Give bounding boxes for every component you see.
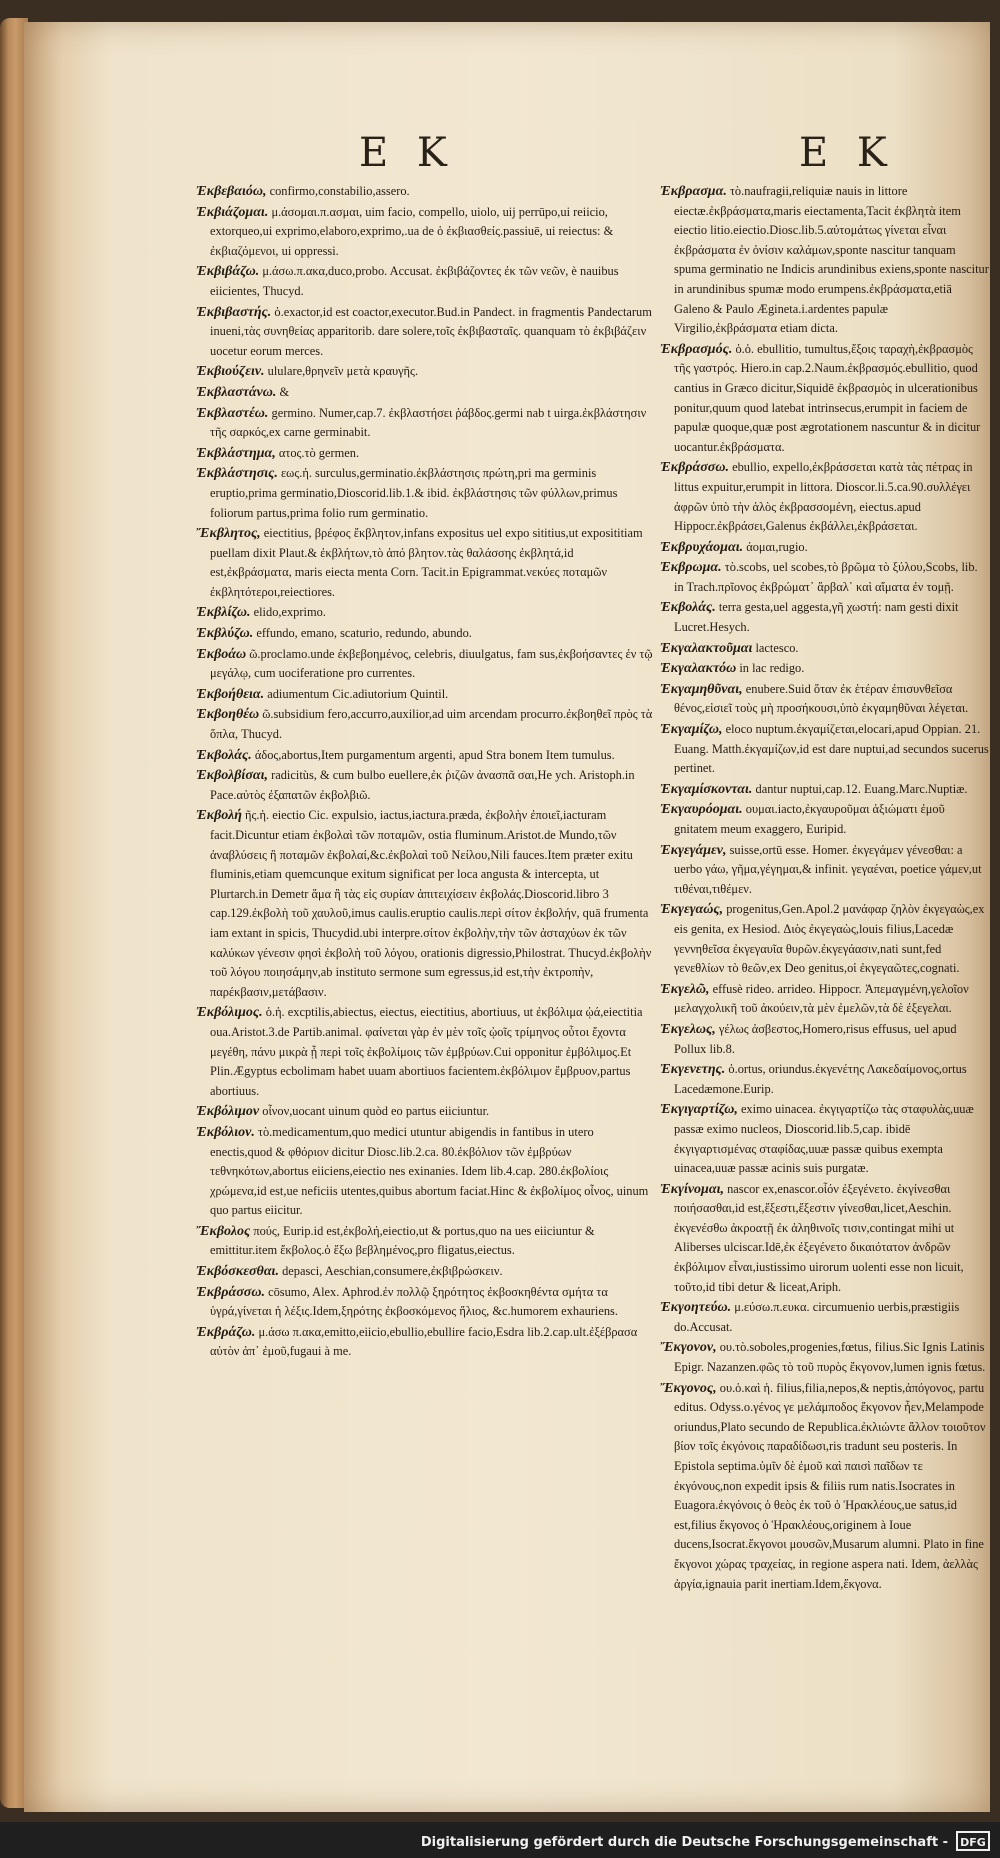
entry-text: μ.άσω.π.ακα,duco,probo. Accusat. ἐκβιβάζοντες ἐκ τῶν νεῶν, è nauibus eiicientes, Thucyd. (210, 264, 619, 298)
entry-text: radicitùs, & cum bulbo euellere,ἐκ ῥιζῶν ἀνασπᾶ σαι,He ych. Aristoph.in Pace.αὐτὸς ἐξαπατῶν ἐκβολβιῶ. (210, 768, 635, 802)
entry-lemma: Ἐκγαυρόομαι. (660, 802, 743, 818)
dictionary-entry (660, 598, 990, 637)
entry-lemma: Ἐκβιούζειν. (196, 364, 265, 380)
entry-lemma: Ἔκβολος (196, 1223, 251, 1239)
entry-text: εως.ἡ. surculus,germinatio.ἐκβλάστησις πρώτη,pri ma germinis eruptio,prima germinatio,Dioscorid.lib.1.& ibid. ἐκβλάστησις τῶν φύλλων,primus foliorum partus,prima folio rum germinatio. (210, 466, 618, 520)
entry-lemma: Ἐκβράσσω. (660, 460, 729, 476)
dfg-logo: DFG (956, 1831, 990, 1851)
dictionary-entry (196, 383, 654, 403)
dictionary-entry (196, 1283, 654, 1322)
entry-text: μ.εύσω.π.ευκα. circumuenio uerbis,præstigiis do.Accusat. (674, 1300, 960, 1334)
entry-lemma: Ἐκγαλακτόω (660, 661, 737, 677)
entry-text: μ.άσω π.ακα,emitto,eiicio,ebullio,ebullire facio,Esdra lib.2.cap.ult.ἐξέβρασα αὐτὸν ἀπ᾽ ἐμοῦ,fugaui à me. (210, 1324, 638, 1359)
dictionary-entry (660, 639, 990, 659)
entry-text: ὁ.ὁ. ebullitio, tumultus,ἔξοις ταραχὴ,ἐκβρασμὸς τῆς γαστρός. Hiero.in cap.2.Naum.ἐκβρασμός.ebullitio, quod cantius in Græco dicitur,Siquidē ἐκβρασμὸς in ulcerationibus ponitur,quum quod latebat intrinsecus,erumpit in faciem de papulæ quoque,quæ post ægrotationem nascuntur & in dicitur uocantur.ἐκβράσματα. (674, 341, 981, 454)
dictionary-entry (660, 1338, 990, 1377)
entry-lemma: Ἐκβολβίσαι, (196, 768, 268, 784)
entry-text: eximo uinacea. ἐκγιγαρτίζω τὰς σταφυλὰς,uuæ passæ eximo nucleos, Dioscorid.lib.5,cap. ibidē ἐκγιγαρτισμένας σταφίδας,uuæ passæ quibus exempta uinacea,uuæ passæ acinis suis purgatæ. (674, 1102, 974, 1176)
entry-lemma: Ἐκγαμίσκονται. (660, 781, 753, 797)
entry-text: germino. Numer,cap.7. ἐκβλαστήσει ῥάβδος.germi nab t uirga.ἐκβλάστησιν τῆς σαρκός,ex carne germinabit. (210, 405, 647, 440)
entry-text: ῶ.proclamo.unde ἐκβεβοημένος, celebris, diuulgatus, fam sus,ἐκβοήσαντες ἐν τῷ μεγάλῳ, cum uociferatione pro currentes. (210, 646, 653, 681)
dictionary-entry (196, 806, 654, 1002)
entry-lemma: Ἐκγοητεύω. (660, 1300, 732, 1316)
entry-lemma: Ἐκγεγαώς, (660, 902, 724, 918)
dictionary-entry (196, 404, 654, 443)
entry-text: τὸ.scobs, uel scobes,τὸ βρῶμα τὸ ξύλου,Scobs, lib. in Trach.πρῖονος ἐκβρώματ᾽ ἄρβαλ᾽ καὶ αἵματα ἐν τομῇ. (674, 560, 978, 594)
entry-lemma: Ἐκβόλιμον (196, 1104, 260, 1120)
entry-lemma: Ἐκβόλιμος. (196, 1005, 263, 1021)
dictionary-entry (196, 645, 654, 684)
entry-text: ὁ.exactor,id est coactor,executor.Bud.in Pandect. in fragmentis Pandectarum inueni,τὰς συνηθείας apparitorib. dare solere,τοῖς ἐκβιβασταῖς. quanquam τὸ ἐκβιβάζειν uocetur eorum merces. (210, 304, 652, 358)
dictionary-entry (196, 603, 654, 623)
entry-lemma: Ἐκβόλιον. (196, 1124, 255, 1140)
entry-lemma: Ἐκγενετης. (660, 1062, 726, 1078)
dictionary-entry (196, 203, 654, 262)
entry-text: cōsumo, Alex. Aphrod.ἐν πολλῷ ξηρότητος ἐκβοσκηθέντα σμήτα τα ὑγρά,γίνεται ἡ λέξις.Idem,ξηρότης ἐκβοσκόμενος ἥλιος, &c.humorem exhauriens. (210, 1284, 618, 1319)
entry-lemma: Ἐκβεβαιόω, (196, 184, 267, 199)
entry-lemma: Ἐκβολάς. (196, 747, 252, 763)
dictionary-entry (660, 841, 990, 900)
entry-text: eiectitius, βρέφος ἔκβλητον,infans expositus uel expo sititius,ut exposititiam puellam dixit Plaut.& ἐκβλήτων,τὸ ἀπό βλητον.τὰς θαλάσσης ἐκβλητά,id est,ἐκβράσματα, maris eiecta menta Corn. Tacit.in Epigrammat.νεκύες ποταμῶν ἐκβλητότεροι,reiectiores. (210, 526, 643, 599)
entry-text: άδος,abortus,Item purgamentum argenti, apud Stra bonem Item tumulus. (254, 747, 615, 762)
entry-lemma: Ἐκβρασμα. (660, 184, 727, 199)
entry-lemma: Ἐκβοηθέω (196, 707, 260, 723)
entry-lemma: Ἐκβλίζω. (196, 605, 251, 621)
dictionary-entry (196, 262, 654, 301)
entry-lemma: Ἐκβολάς. (660, 600, 716, 616)
entry-lemma: Ἐκβόσκεσθαι. (196, 1264, 279, 1280)
dictionary-entry (660, 182, 990, 339)
dictionary-entry (196, 624, 654, 644)
dictionary-entry (660, 1180, 990, 1298)
entry-lemma: Ἐκβολή (196, 808, 242, 824)
dictionary-entry (660, 340, 990, 458)
dictionary-entry (196, 1323, 654, 1362)
dictionary-entry (196, 1262, 654, 1282)
footer-bar (0, 1822, 1000, 1858)
dictionary-entry (660, 720, 990, 779)
entry-lemma: Ἐκβλαστέω. (196, 405, 269, 421)
entry-lemma: Ἐκγαμίζω, (660, 722, 723, 738)
footer-credit: Digitalisierung gefördert durch die Deutsche Forschungsgemeinschaft - (420, 1835, 948, 1850)
dictionary-entry (196, 303, 654, 362)
entry-lemma: Ἔκγονος, (660, 1380, 717, 1396)
entry-lemma: Ἐκβρυχάομαι. (660, 539, 744, 555)
entry-lemma: Ἐκβοάω (196, 646, 247, 662)
left-column (196, 182, 654, 1442)
entry-text: adiumentum Cic.adiutorium Quintil. (267, 686, 449, 701)
dictionary-entry (196, 1222, 654, 1261)
entry-lemma: Ἐκγίνομαι, (660, 1181, 724, 1197)
entry-text: progenitus,Gen.Apol.2 μανάφαρ ζηλὸν ἐκγεγαὼς,ex eis genita, ex Hesiod. Διὸς ἐκγεγαὼς,louis filius,Lacedæ γεννηθεῖσα ἐκγεγαυῖα θυρῶν.ἐκγεγάασιν,nati sunt,fed γενεθλίων τὸ θεῶν,ex Deo genitus,οἱ ἐκγεγαῶτες,cognati. (674, 902, 985, 976)
dictionary-entry (196, 746, 654, 766)
entry-lemma: Ἐκβλαστάνω. (196, 384, 277, 400)
dictionary-entry (660, 458, 990, 536)
entry-text: ululare,θρηνεῖν μετὰ κραυγῆς. (267, 364, 419, 379)
right-column (660, 182, 990, 1591)
dictionary-entry (196, 685, 654, 705)
entry-lemma: Ἐκβρωμα. (660, 560, 722, 576)
entry-text: & (279, 384, 290, 399)
dictionary-entry (196, 766, 654, 805)
entry-text: τὸ.naufragii,reliquiæ nauis in littore eiectæ.ἐκβράσματα,maris eiectamenta,Tacit ἐκβλητὰ item eiectio litio.eiectio.Diosc.lib.5.αὐτομάτως γίνεται εἶναι ἐκβράσματα ἐν ὀνίσιν καλάμων,sponte nascitur tanquam spuma germinatio ne Indicis arundinibus exiens,sponte nascitur in arundinibus spumæ modo erumpens.ἐκβράσματα,etiā Galeno & Paulo Ægineta.i.ardentes papulæ Virgilio,ἐκβράσματα etiam dicta. (674, 184, 989, 336)
entry-text: terra gesta,uel aggesta,γῆ χωστή: nam gesti dixit Lucret.Hesych. (674, 600, 959, 635)
entry-text: in lac redigo. (739, 661, 805, 676)
dictionary-entry (196, 1102, 654, 1122)
entry-lemma: Ἐκβλύζω. (196, 626, 254, 642)
dictionary-entry (660, 1100, 990, 1178)
dictionary-entry (660, 659, 990, 679)
entry-lemma: Ἐκβρασμός. (660, 341, 733, 357)
entry-text: dantur nuptui,cap.12. Euang.Marc.Nuptiæ. (755, 781, 968, 796)
running-head-right: E K (799, 130, 895, 176)
entry-lemma: Ἐκγεγάμεν, (660, 842, 727, 858)
entry-lemma: Ἐκγαμηθῦναι, (660, 681, 743, 697)
entry-lemma: Ἔκγονον, (660, 1340, 717, 1356)
entry-lemma: Ἐκγαλακτοῦμαι (660, 640, 753, 656)
dictionary-entry (196, 464, 654, 523)
running-head-left: E K (359, 130, 455, 176)
dictionary-entry (660, 900, 990, 978)
entry-lemma: Ἐκγελως, (660, 1021, 716, 1037)
entry-lemma: Ἐκγιγαρτίζω, (660, 1102, 738, 1118)
entry-lemma: Ἐκβλάστημα, (196, 445, 276, 461)
dictionary-entry (196, 362, 654, 382)
dictionary-entry (660, 1020, 990, 1059)
entry-text: effundo, emano, scaturio, redundo, abundo. (256, 626, 472, 641)
dictionary-entry (196, 705, 654, 744)
entry-lemma: Ἐκβλάστησις. (196, 466, 278, 482)
running-head (24, 130, 990, 190)
entry-text: ὁ.ἡ. excptilis,abiectus, eiectus, eiectitius, abortiuus, ut ἐκβόλιμα ᾠά,eiectitia oua.Aristot.3.de Partib.animal. φαίνεται γὰρ ἐν μὲν τοῖς ᾠοῖς τρίμηνος οὗτοι ἔχοντα μεγέθη, πάνυ μικρὰ ᾖ περὶ τοῖς ἐκβολίμοις τῶν ἐμβρύων.Cui opponitur ἐμβόλιμος.Et Plin.Ægyptus ecbolimam habet uuam abortiuos facientem.ἐκβόλιμον ἔμβρυον,partus abortiuus. (210, 1005, 643, 1098)
dictionary-entry (196, 1123, 654, 1221)
entry-text: μ.άσομαι.π.ασμαι, uim facio, compello, uiolo, uij perrūpo,ui reiicio, extorqueo,ui exprimo,elaboro,exprimo,.ua de ὁ ἐκβιασθείς.passiuē, ui reiectus: & ἐκβιαζόμενοι, ui oppressi. (210, 204, 614, 258)
entry-text: elido,exprimo. (253, 605, 326, 620)
entry-text: ουμαι.iacto,ἐκγαυροῦμαι ἀξιώματι ἐμοῦ gnitatem meum exaggero, Euripid. (674, 802, 945, 836)
entry-lemma: Ἐκβιάζομαι. (196, 204, 269, 220)
dictionary-entry (660, 780, 990, 800)
entry-text: ὁ.ortus, oriundus.ἐκγενέτης Λακεδαίμονος,ortus Lacedæmone.Eurip. (674, 1062, 967, 1096)
entry-lemma: Ἐκβράζω. (196, 1324, 256, 1340)
dictionary-entry (196, 1003, 654, 1101)
entry-text: ebullio, expello,ἐκβράσσεται κατὰ τὰς πέτρας in littus expuitur,erumpit in littora. Dioscor.li.5.ca.90.συλλέγει ἀφρῶν ὑπὸ τὴν ἁλὸς ἐκβρασσομένη, eiectus.apud Hippocr.ἐκβράσει,Galenus ἐκβάλλει,ἐκβράσεται. (674, 460, 973, 534)
entry-text: lactesco. (755, 640, 799, 655)
dictionary-entry (660, 1060, 990, 1099)
dictionary-entry (660, 558, 990, 597)
dictionary-entry (660, 1379, 990, 1595)
entry-lemma: Ἐκβοήθεια. (196, 686, 265, 702)
dictionary-entry (196, 182, 654, 202)
entry-text: γέλως ἀσβεστος,Homero,risus effusus, uel apud Pollux lib.8. (674, 1021, 957, 1056)
entry-text: ῶ.subsidium fero,accurro,auxilior,ad uim arcendam procurro.ἐκβοηθεῖ πρὸς τὰ ὅπλα, Thucyd. (210, 707, 653, 742)
entry-text: τὸ.medicamentum,quo medici utuntur abigendis in fantibus in utero enectis,quod & φθόριον dicitur Diosc.lib.2.ca. 80.ἐκβόλιον τῶν ἐμβρύων τεθνηκότων,abortus eiiciens,eiectio nes exinanies. Idem lib.4.cap. 280.ἐκβολίοις χρώμενα,id est,ue neficiis utentes,quibus abortum faciat.Hinc & ἐκβολίμος οἶνος, uinum quo partus eiicitur. (210, 1124, 649, 1218)
entry-lemma: Ἐκβιβάζω. (196, 264, 260, 280)
dictionary-entry (196, 444, 654, 464)
dictionary-entry (660, 1298, 990, 1337)
entry-text: ου.ὁ.καὶ ἡ. filius,filia,nepos,& neptis,ἀπόγονος, partu editus. Odyss.ο.γένος γε μελάμποδος ἔκγονον ἦεν,Melampode oriundus,Plato secundo de Republica.ἐκλιώντε ἄλλον τοιοῦτον βίον τοῖς ἐκγόνοις παραδίδωσι,ris tradunt seu posteris. In Epistola septima.ὑμῖν δὲ ἐμοῦ καὶ παισὶ παῖδων τε ἐκγόνους,non expedit ipsis & filiis rum natis.Isocrates in Euagora.ἐκγόνοις ὁ θεὸς ἐκ τοῦ ὁ Ἡρακλέους,ue satus,id est,filius ἔκγονος ὁ Ἡρακλέους,originem à Ioue ducens,Isocrat.ἔκγονοι μουσῶν,Musarum alumni. Plato in fine ἔκγονοι χώρας τραχείας, in regione aspera nati. Idem, ἀελλὰς ἀργία,ignauia parit inertiam.Idem,ἔκγονα. (674, 1380, 986, 1591)
scanned-page (24, 22, 990, 1812)
entry-text: ῆς.ἡ. eiectio Cic. expulsio, iactus,iactura.præda, ἐκβολὴν ἐποιεῖ,iacturam facit.Dicuntur etiam ἐκβολαὶ τῶν ποταμῶν, ostia fluminum.Aristot.de Mundo,τῶν ἀναβλύσεις ἢ ποταμῶν ἐκβολαί,&c.ἐκβολαὶ τοῦ Νείλου,Nili fauces.Item præter exitu fluminis,etiam quemcunque exitum significat per loca angusta & intercepta, ut Plurtarch.in Demetr ἅμα ἢ τὰς εἰς συρίαν ἀπιτειχίσειν ἐκβολάς.Dioscorid.libro 3 cap.129.ἐκβολὴ τοῦ χαυλοῦ,imus caulis.eruptio caulis.περὶ σίτον ἐκβολήν, quā frumenta iam extant in spicis, Thucydid.ubi interpre.σίτον ἐκβολὴν,τὴν τῶν ἀσταχύων ἐκ τῶν καλύκων γένεσιν φησὶ ἐκβολὴ τοῦ λόγου, orationis digressio,Philostrat. Thucyd.ἐκβολὴν τοῦ λόγου ποιησάμην,ab instituto sermone sum egressus,id est,τὴν ἐκτροπὴν, παρέκβασιν,μετάβασιν. (210, 808, 652, 999)
dictionary-entry (660, 800, 990, 839)
entry-lemma: Ἐκβράσσω. (196, 1284, 265, 1300)
entry-lemma: Ἐκβιβαστής. (196, 304, 272, 320)
entry-text: nascor ex,enascor.οἷόν ἐξεγένετο. ἐκγίνεσθαι ποιήσασθαι,id est,ἔξεστι,ἔξεστιν γίνεσθαι,licet,Aeschin. ἐκγενέσθω ἀκροατῇ ἐκ ἀληθινοῖς τισιν,contingat mihi ut Aliberses ulciscar.Idē,ἐκ ἐξεγένετο δικαιότατον ἀνδρῶν ἐκβόλιμον εἶναι,iustissimo uirorum uolenti esse non licuit, τοῦτο,id tibi detur & liceat,Ariph. (674, 1181, 964, 1294)
entry-text: depasci, Aeschian,consumere,ἐκβιβρώσκειν. (282, 1264, 503, 1279)
entry-lemma: Ἐκγελῶ, (660, 981, 710, 997)
entry-text: πούς, Eurip.id est,ἐκβολή,eiectio,ut & portus,quo na ues eiiciuntur & emittitur.item ἔκβολος.ὁ ἔξω βεβλημένος,pro fligatus,eiectus. (210, 1223, 595, 1258)
entry-text: ατος.τὸ germen. (278, 445, 360, 460)
entry-text: eloco nuptum.ἐκγαμίζεται,elocari,apud Oppian. 21. Euang. Matth.ἐκγαμίζων,id est dare nuptui,ad secundos sucerus pertinet. (674, 722, 989, 776)
entry-text: enubere.Suid ὅταν ἐκ ἑτέραν ἐπισυνθεῖσα θένος,εἰσιεῖ τοὺς μὴ προσήκουσι,ὑπὸ ἐκγαμηθῦναι λέγεται. (674, 681, 969, 716)
entry-text: άομαι,rugio. (746, 539, 808, 554)
dictionary-entry (660, 680, 990, 719)
dictionary-entry (196, 524, 654, 602)
entry-text: confirmo,constabilio,assero. (269, 184, 410, 198)
entry-text: ου.τὸ.soboles,progenies,fœtus, filius.Sic Ignis Latinis Epigr. Nazanzen.φῶς τὸ τοῦ πυρὸς ἔκγονον,lumen ignis fœtus. (674, 1340, 986, 1375)
entry-lemma: Ἔκβλητος, (196, 526, 261, 542)
entry-text: suisse,ortū esse. Homer. ἐκγεγάμεν γένεσθαι: a uerbo γάω, γῆμα,γέγημαι,& infinit. γεγαέναι, poetice γάμεν,ut τιθέναι,τιθέμεν. (674, 842, 982, 896)
entry-text: οἶνον,uocant uinum quòd eo partus eiiciuntur. (262, 1104, 490, 1119)
entry-text: effusè rideo. arrideo. Hippocr. Ἀπεμαγμένη,γελοῖον μελαγχολικῆ τοῦ ἀκούειν,τὰ μὲν ἐμελῶν,τὰ δὲ ἐξεγελαι. (674, 981, 969, 1016)
dictionary-entry (660, 980, 990, 1019)
dictionary-entry (660, 538, 990, 558)
